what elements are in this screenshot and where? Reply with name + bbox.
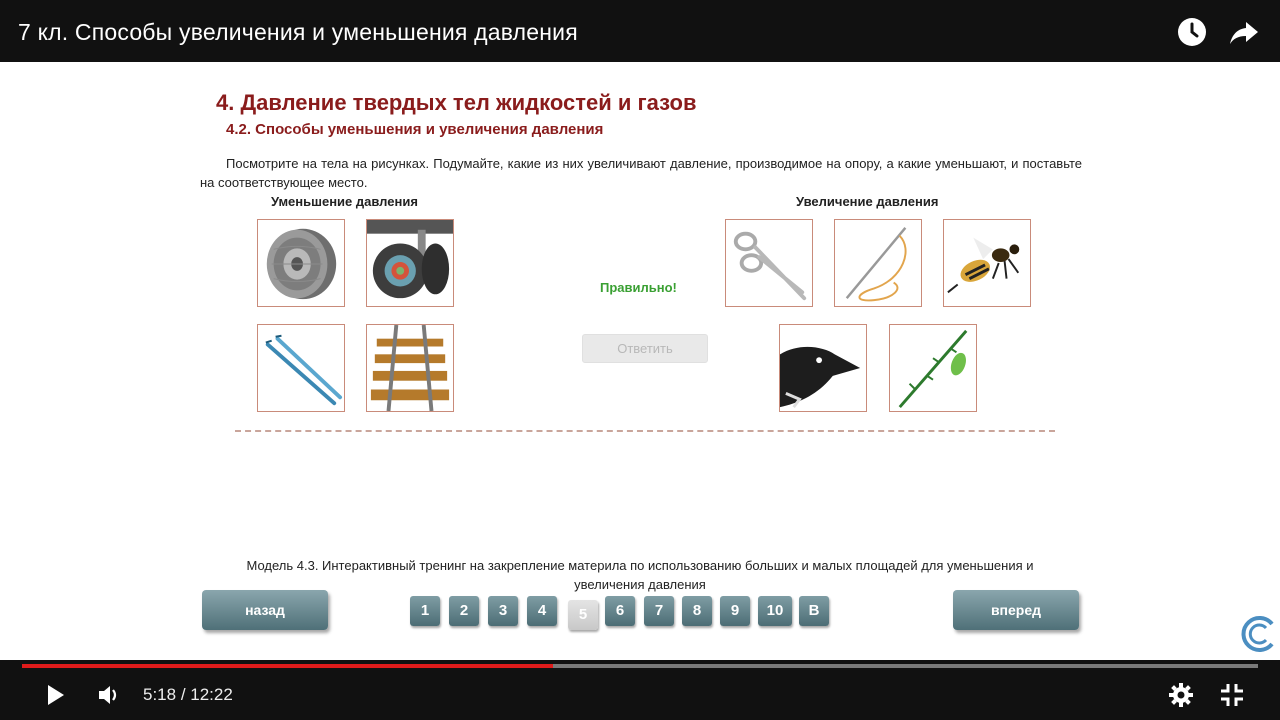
needle-thread-card[interactable] bbox=[834, 219, 922, 307]
page-button-6[interactable]: 6 bbox=[605, 596, 635, 626]
scissors-card[interactable] bbox=[725, 219, 813, 307]
player-controls bbox=[0, 660, 1280, 720]
skis-image bbox=[258, 325, 344, 411]
page-button-5-active[interactable]: 5 bbox=[568, 600, 598, 630]
current-time: 5:18 bbox=[143, 685, 177, 704]
landing-gear-image bbox=[367, 220, 453, 306]
video-title[interactable]: 7 кл. Способы увеличения и уменьшения давления bbox=[18, 19, 578, 45]
thorny-stem-image bbox=[890, 325, 976, 411]
duration: 12:22 bbox=[190, 685, 233, 704]
scissors-image bbox=[726, 220, 812, 306]
page-button-3[interactable]: 3 bbox=[488, 596, 518, 626]
wasp-card[interactable] bbox=[943, 219, 1031, 307]
progress-played bbox=[22, 664, 553, 668]
needle-thread-image bbox=[835, 220, 921, 306]
increase-group-label: Увеличение давления bbox=[796, 194, 939, 209]
lesson-slide bbox=[0, 62, 1280, 660]
time-display: 5:18 / 12:22 bbox=[143, 685, 233, 704]
bird-beak-card[interactable] bbox=[779, 324, 867, 412]
page-button-7[interactable]: 7 bbox=[644, 596, 674, 626]
rail-track-card[interactable] bbox=[366, 324, 454, 412]
skis-card[interactable] bbox=[257, 324, 345, 412]
publisher-logo-icon bbox=[1238, 614, 1278, 654]
gear-icon[interactable] bbox=[1168, 682, 1194, 708]
page-button-4[interactable]: 4 bbox=[527, 596, 557, 626]
forward-button[interactable]: вперед bbox=[953, 590, 1079, 630]
wasp-image bbox=[944, 220, 1030, 306]
model-caption: Модель 4.3. Интерактивный тренинг на закрепление материла по использованию больших и малых площадей для уменьшения и увеличения давления bbox=[246, 558, 1034, 592]
page-button-1[interactable]: 1 bbox=[410, 596, 440, 626]
share-icon[interactable] bbox=[1228, 16, 1260, 48]
answer-button[interactable]: Ответить bbox=[582, 334, 708, 363]
page-button-v[interactable]: В bbox=[799, 596, 829, 626]
feedback-text: Правильно! bbox=[600, 280, 677, 295]
play-icon[interactable] bbox=[42, 682, 68, 708]
page-button-10[interactable]: 10 bbox=[758, 596, 792, 626]
rail-track-image bbox=[367, 325, 453, 411]
thorny-stem-card[interactable] bbox=[889, 324, 977, 412]
landing-gear-card[interactable] bbox=[366, 219, 454, 307]
exit-fullscreen-icon[interactable] bbox=[1219, 682, 1245, 708]
page-button-2[interactable]: 2 bbox=[449, 596, 479, 626]
page-button-9[interactable]: 9 bbox=[720, 596, 750, 626]
tire-card[interactable] bbox=[257, 219, 345, 307]
page-button-8[interactable]: 8 bbox=[682, 596, 712, 626]
clock-icon[interactable] bbox=[1176, 16, 1208, 48]
tire-image bbox=[258, 220, 344, 306]
divider-line bbox=[235, 430, 1055, 432]
instruction-text: Посмотрите на тела на рисунках. Подумайте, какие из них увеличивают давление, производимое на опору, а какие уменьшают, и поставьте на соответствующее место. bbox=[200, 156, 1082, 190]
back-button[interactable]: назад bbox=[202, 590, 328, 630]
video-title-bar bbox=[0, 0, 1280, 62]
slide-subheading: 4.2. Способы уменьшения и увеличения давления bbox=[226, 121, 604, 138]
bird-beak-image bbox=[780, 325, 866, 411]
decrease-group-label: Уменьшение давления bbox=[271, 194, 418, 209]
slide-heading: 4. Давление твердых тел жидкостей и газов bbox=[216, 90, 697, 115]
volume-icon[interactable] bbox=[96, 682, 122, 708]
progress-bar[interactable] bbox=[22, 664, 1258, 668]
